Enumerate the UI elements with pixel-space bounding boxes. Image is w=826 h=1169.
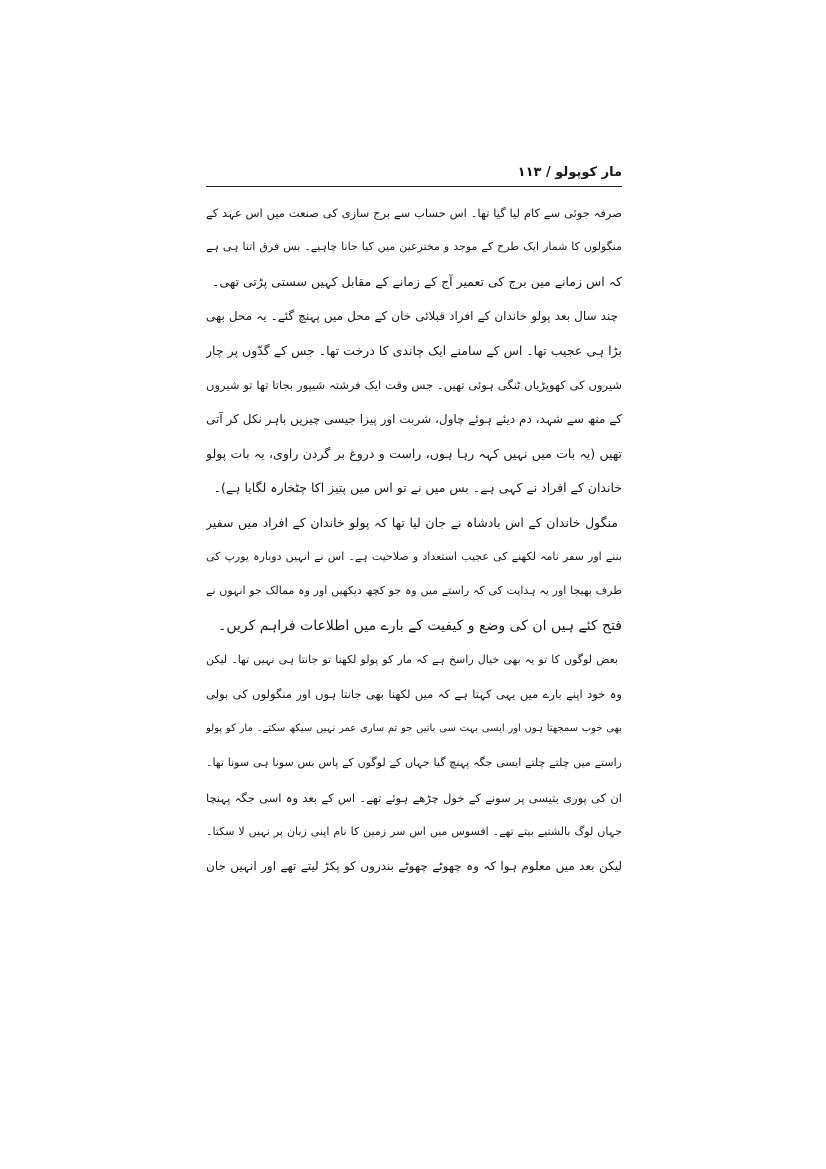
text-line: خاندان کے افراد نے کہی ہے۔ بس میں نے تو اس میں پتیز اکا چٹخارہ لگایا ہے)۔ bbox=[213, 480, 622, 496]
text-line: کہ اس زمانے میں برج کی تعمیر آج کے زمانے کے مقابل کہیں سستی پڑتی تھی۔ bbox=[212, 273, 622, 289]
text-line: فتح کئے ہیں ان کی وضع و کیفیت کے بارے میں اطلاعات فراہم کریں۔ bbox=[218, 617, 622, 634]
text-line: طرف بھیجا اور یہ ہدایت کی کہ راستے میں وہ جو کچھ دیکھیں اور وہ ممالک جو انہوں نے bbox=[206, 584, 622, 598]
text-line: لیکن بعد میں معلوم ہوا کہ وہ چھوٹے چھوٹے بندروں کو پکڑ لیتے تھے اور انہیں جان bbox=[206, 859, 622, 874]
running-header: مار کوپولو / ۱۱۳ bbox=[517, 165, 622, 180]
text-line: راستے میں چلتے چلتے ایسی جگہ پہنچ گیا جہاں کے لوگوں کے پاس بس سونا ہی سونا تھا۔ bbox=[206, 756, 622, 770]
text-line: بننے اور سفر نامہ لکھنے کی عجیب استعداد و صلاحیت ہے۔ اس نے انہیں دوبارہ یورپ کی bbox=[206, 549, 622, 563]
text-line: وہ خود اپنے بارے میں یہی کہتا ہے کہ میں لکھنا بھی جانتا ہوں اور منگولوں کی بولی bbox=[206, 687, 622, 702]
text-line: صرفہ جوئی سے کام لیا گیا تھا۔ اس حساب سے برج سازی کی صنعت میں اس عہد کے bbox=[206, 206, 622, 220]
text-line: بعض لوگوں کا تو یہ بھی خیال راسخ ہے کہ مار کو پولو لکھنا تو جانتا ہی نہیں تھا۔ لیکن bbox=[206, 653, 618, 667]
body-text bbox=[206, 196, 622, 884]
text-line: تھیں (یہ بات میں نہیں کہہ رہا ہوں، راست و دروغ بر گردن راوی، یہ بات پولو bbox=[206, 445, 622, 461]
text-line: بھی خوب سمجھتا ہوں اور ایسی بہت سی باتیں جو تم ساری عمر نہیں سیکھ سکتے۔ مار کو پولو bbox=[206, 722, 622, 734]
text-line: منگول خاندان کے اس بادشاہ نے جان لیا تھا کہ پولو خاندان کے افراد میں سفیر bbox=[206, 514, 618, 530]
text-line: شیروں کی کھوپڑیاں ٹنگی ہوئی تھیں۔ جس وقت ایک فرشتہ شیپور بجاتا تھا تو شیروں bbox=[206, 377, 622, 392]
text-line: بڑا ہی عجیب تھا۔ اس کے سامنے ایک چاندی کا درخت تھا۔ جس کے گدّوں پر چار bbox=[206, 342, 622, 358]
text-line: منگولوں کا شمار ایک طرح کے موجد و مخترعین میں کیا جانا چاہیے۔ بس فرق اتنا ہی ہے bbox=[206, 240, 622, 254]
text-line: چند سال بعد پولو خاندان کے افراد قبلائی خان کے محل میں پہنچ گئے۔ یہ محل بھی bbox=[206, 309, 618, 324]
header-rule bbox=[206, 186, 622, 187]
text-line: جہاں لوگ بالشتیے بیتے تھے۔ افسوس میں اس سر زمین کا نام اپنی زبان پر نہیں لا سکتا۔ bbox=[206, 825, 622, 839]
text-line: کے منھ سے شہد، دم دیئے ہوئے چاول، شربت اور پیزا جیسی چیزیں باہر نکل کر آتی bbox=[206, 412, 622, 427]
text-line: ان کی پوری بتیسی پر سونے کے خول چڑھے ہوئے تھے۔ اس کے بعد وہ اسی جگہ پہنچا bbox=[206, 790, 622, 805]
